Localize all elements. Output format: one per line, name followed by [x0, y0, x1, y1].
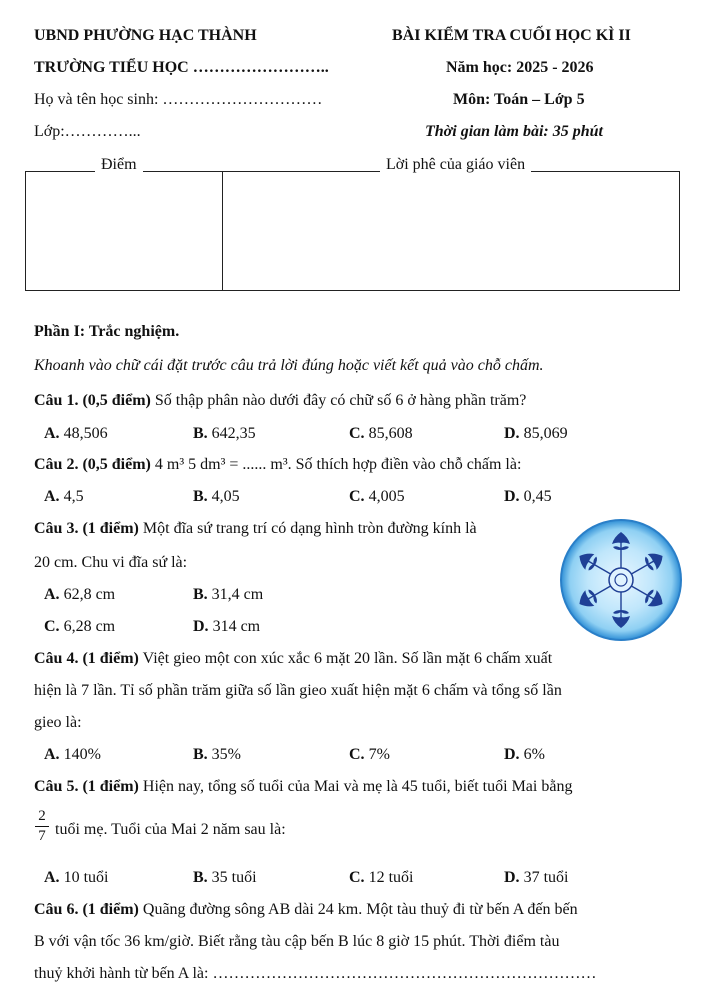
- fraction-bar: [35, 826, 49, 827]
- q5-option-a[interactable]: A. 10 tuổi: [44, 869, 109, 886]
- question-2-text: 4 m³ 5 dm³ = ...... m³. Số thích hợp điền vào chỗ chấm là:: [150, 456, 522, 473]
- question-4-label: Câu 4. (1 điểm): [34, 650, 139, 667]
- q4-option-d[interactable]: D. 6%: [504, 746, 545, 763]
- school-year: Năm học: 2025 - 2026: [446, 59, 594, 76]
- class-line: Lớp:…………...: [34, 123, 141, 140]
- question-4-text-line3: gieo là:: [34, 714, 82, 731]
- part1-title: Phần I: Trắc nghiệm.: [34, 323, 180, 340]
- score-box: [25, 171, 680, 291]
- q4-option-c[interactable]: C. 7%: [349, 746, 390, 763]
- question-2: [34, 456, 521, 474]
- question-6-text-line1: Quãng đường sông AB dài 24 km. Một tàu thuỷ đi từ bến A đến bến: [138, 901, 578, 918]
- q5-option-b[interactable]: B. 35 tuổi: [193, 869, 257, 886]
- part1-instruction: Khoanh vào chữ cái đặt trước câu trả lời đúng hoặc viết kết quả vào chỗ chấm.: [34, 357, 544, 374]
- question-5-text-line2: tuổi mẹ. Tuổi của Mai 2 năm sau là:: [55, 821, 286, 838]
- question-1-label: Câu 1. (0,5 điểm): [34, 392, 151, 409]
- q3-option-b[interactable]: B. 31,4 cm: [193, 586, 264, 603]
- q1-option-b[interactable]: B. 642,35: [193, 425, 256, 442]
- question-3: [34, 520, 477, 538]
- question-1: [34, 392, 526, 410]
- fraction-two-sevenths: [35, 808, 49, 845]
- score-label: Điểm: [95, 156, 143, 174]
- question-4-text-line1: Việt gieo một con xúc xắc 6 mặt 20 lần. Số lần mặt 6 chấm xuất: [138, 650, 553, 667]
- question-5-label: Câu 5. (1 điểm): [34, 778, 139, 795]
- q4-option-b[interactable]: B. 35%: [193, 746, 241, 763]
- question-1-text: Số thập phân nào dưới đây có chữ số 6 ở hàng phần trăm?: [150, 392, 527, 409]
- student-name-line: Họ và tên học sinh: …………………………: [34, 91, 323, 108]
- q3-option-a[interactable]: A. 62,8 cm: [44, 586, 116, 603]
- fraction-numerator: 2: [38, 808, 46, 824]
- question-4: [34, 650, 552, 668]
- question-6-text-line2: B với vận tốc 36 km/giờ. Biết rằng tàu cập bến B lúc 8 giờ 15 phút. Thời điểm tàu: [34, 933, 560, 950]
- q5-option-c[interactable]: C. 12 tuổi: [349, 869, 414, 886]
- question-6: [34, 901, 578, 919]
- question-6-text-line3[interactable]: thuỷ khởi hành từ bến A là: ………………………………………………………………: [34, 965, 597, 982]
- question-3-label: Câu 3. (1 điểm): [34, 520, 139, 537]
- exam-title: BÀI KIỂM TRA CUỐI HỌC KÌ II: [392, 27, 631, 44]
- score-divider: [222, 172, 223, 290]
- subject: Môn: Toán – Lớp 5: [453, 91, 585, 108]
- q2-option-c[interactable]: C. 4,005: [349, 488, 405, 505]
- q2-option-a[interactable]: A. 4,5: [44, 488, 84, 505]
- question-3-text-line1: Một đĩa sứ trang trí có dạng hình tròn đường kính là: [138, 520, 477, 537]
- q3-option-c[interactable]: C. 6,28 cm: [44, 618, 116, 635]
- porcelain-plate-image: [557, 518, 685, 642]
- q2-option-d[interactable]: D. 0,45: [504, 488, 552, 505]
- q1-option-a[interactable]: A. 48,506: [44, 425, 108, 442]
- question-3-text-line2: 20 cm. Chu vi đĩa sứ là:: [34, 554, 188, 571]
- q1-option-c[interactable]: C. 85,608: [349, 425, 413, 442]
- exam-duration: Thời gian làm bài: 35 phút: [425, 123, 603, 140]
- question-5: [34, 778, 572, 796]
- teacher-comment-label: Lời phê của giáo viên: [380, 156, 531, 174]
- q4-option-a[interactable]: A. 140%: [44, 746, 101, 763]
- question-6-label: Câu 6. (1 điểm): [34, 901, 139, 918]
- school-name: TRƯỜNG TIỂU HỌC ……………………..: [34, 59, 329, 76]
- question-4-text-line2: hiện là 7 lần. Tỉ số phần trăm giữa số lần gieo xuất hiện mặt 6 chấm và tổng số lần: [34, 682, 562, 699]
- question-2-label: Câu 2. (0,5 điểm): [34, 456, 151, 473]
- q2-option-b[interactable]: B. 4,05: [193, 488, 240, 505]
- question-5-text-line1: Hiện nay, tổng số tuổi của Mai và mẹ là 45 tuổi, biết tuổi Mai bằng: [138, 778, 573, 795]
- school-org: UBND PHƯỜNG HẠC THÀNH: [34, 27, 257, 44]
- q5-option-d[interactable]: D. 37 tuổi: [504, 869, 569, 886]
- fraction-denominator: 7: [38, 828, 46, 844]
- q1-option-d[interactable]: D. 85,069: [504, 425, 568, 442]
- q3-option-d[interactable]: D. 314 cm: [193, 618, 261, 635]
